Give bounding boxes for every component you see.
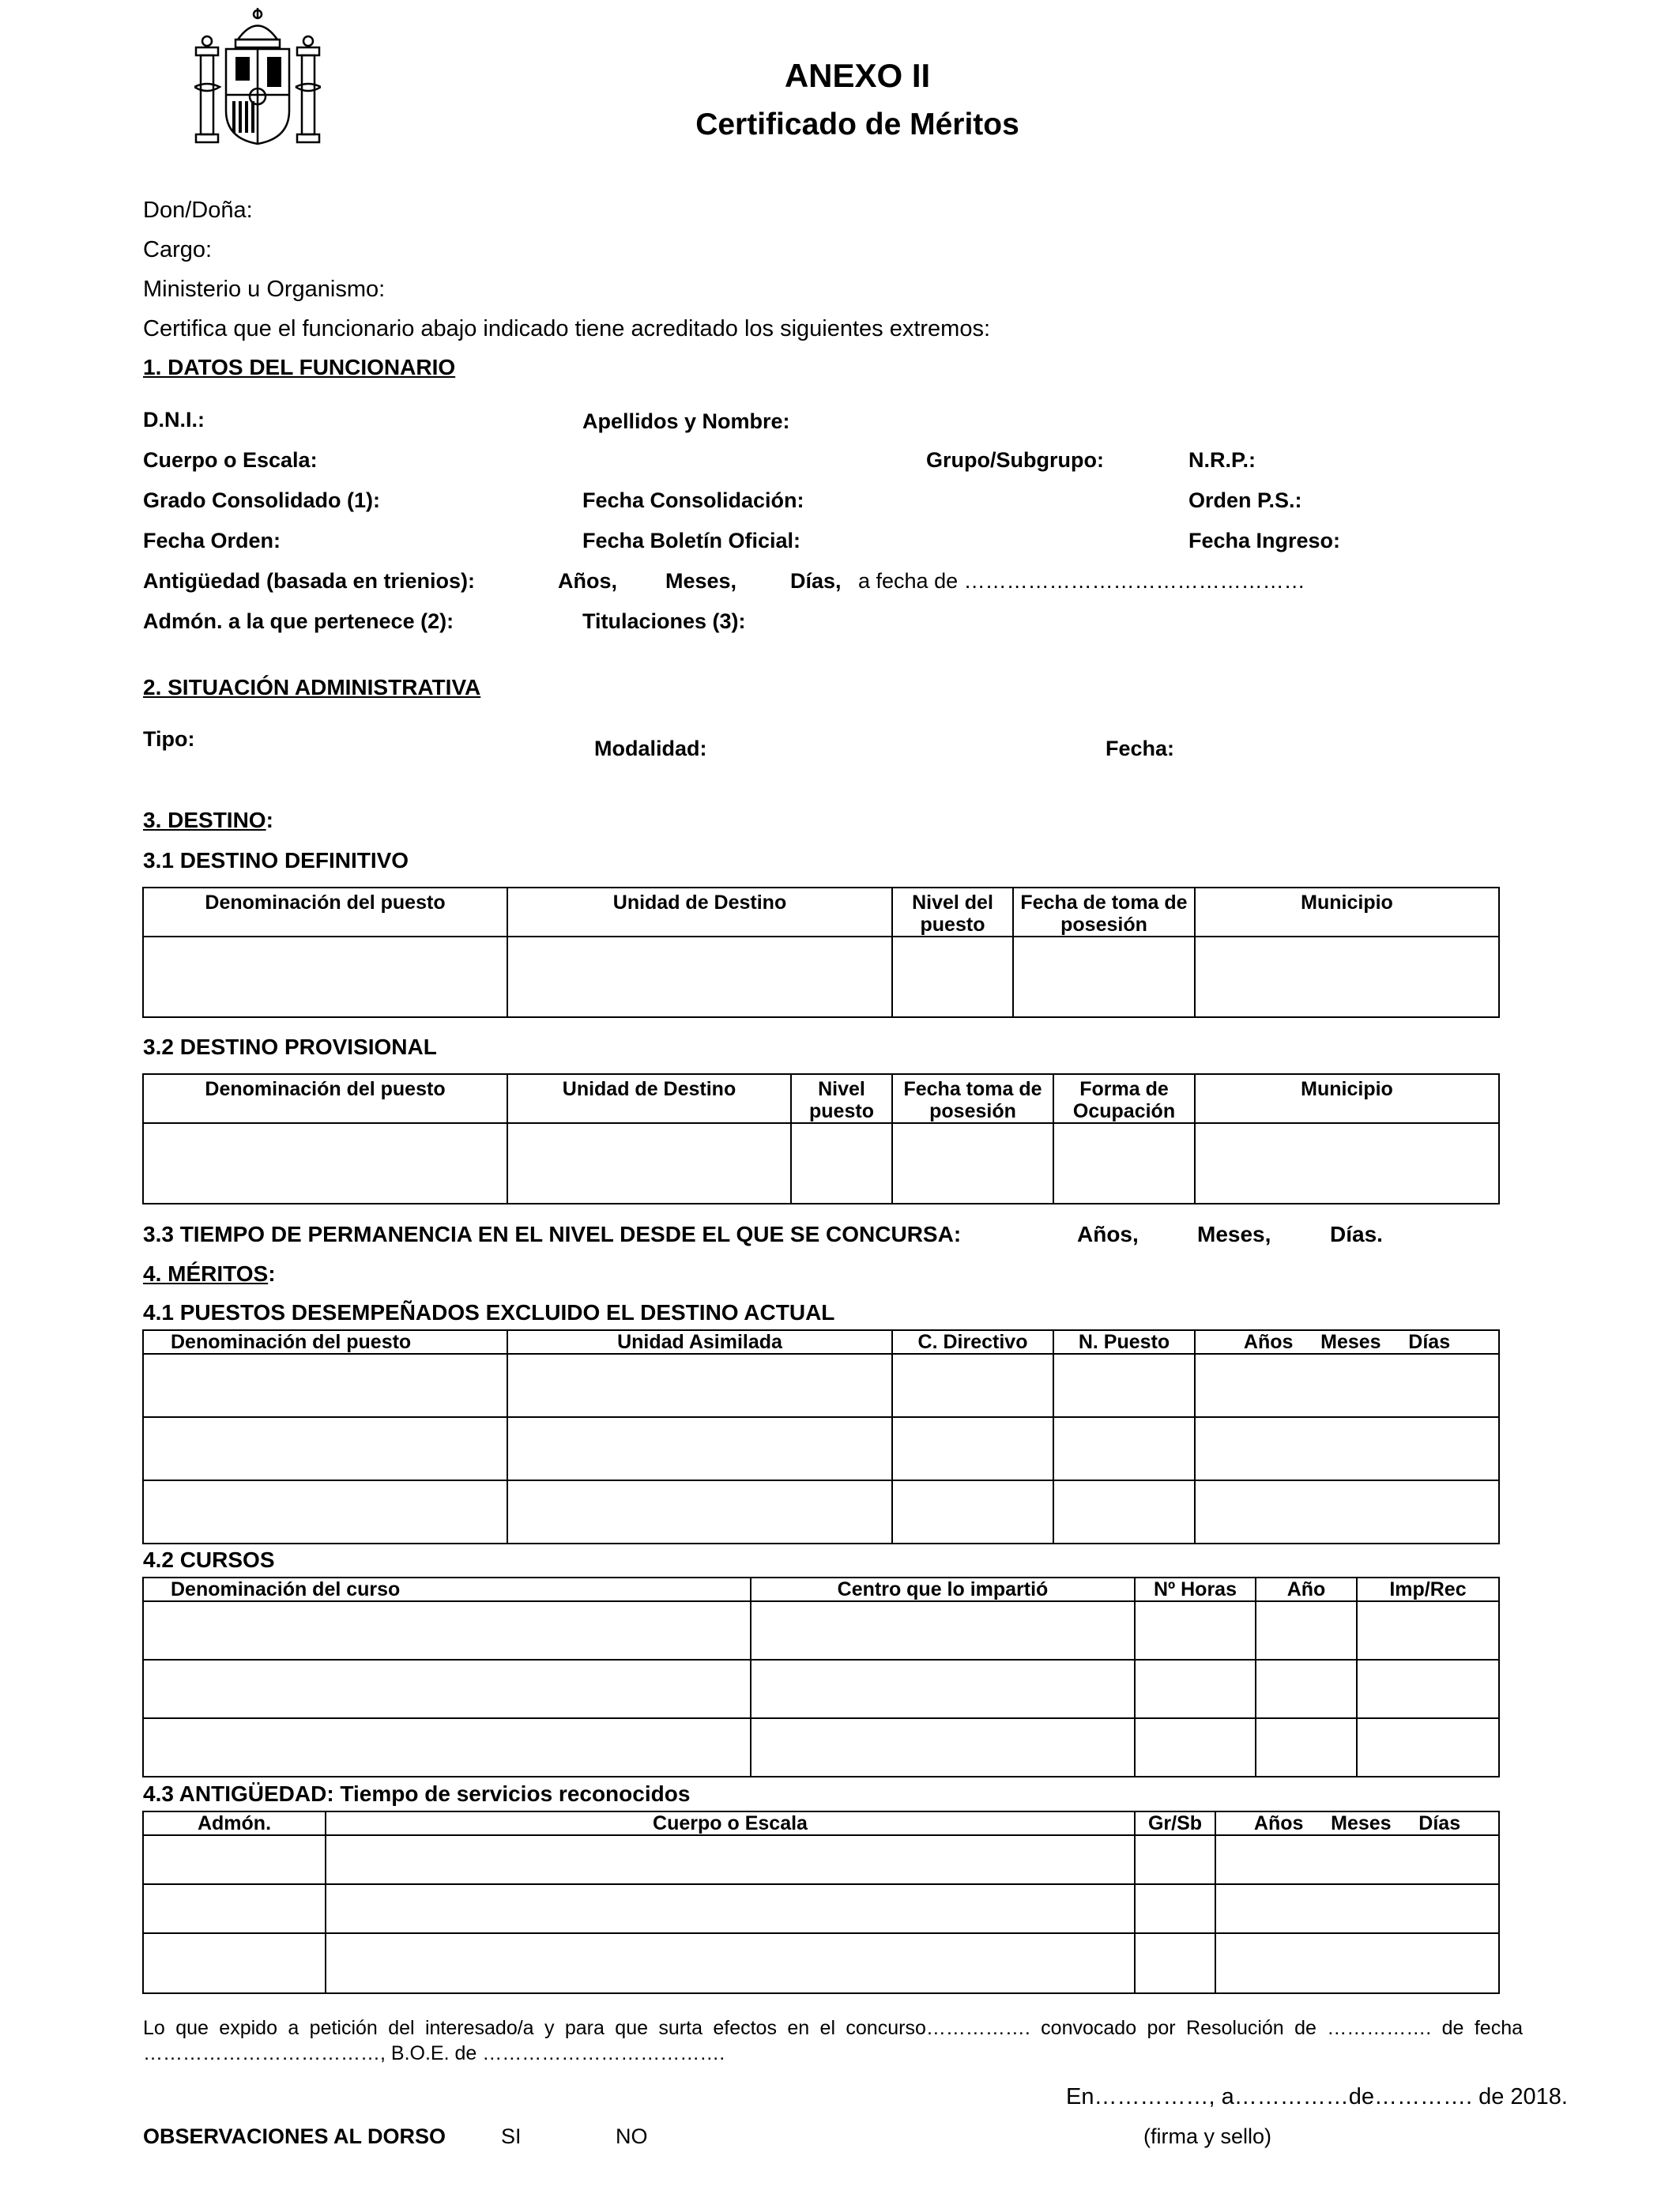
table-row [143,1123,1499,1204]
cell-field[interactable] [1013,937,1195,1017]
fecha-consolidacion-label: Fecha Consolidación: [582,488,804,512]
antiguedad-dias: Días, [790,569,842,593]
table-row [143,1480,1499,1544]
page-title: ANEXO II [784,57,931,94]
cell-field[interactable] [1053,1480,1195,1544]
destino-provisional-table [142,1073,1500,1204]
table-row [143,1417,1499,1480]
cell-field[interactable] [507,937,892,1017]
cell-field[interactable] [326,1884,1135,1933]
section-3-title [143,808,273,833]
cell-field[interactable] [143,1123,507,1204]
firma-sello-label: (firma y sello) [1143,2124,1272,2148]
expido-text-line-1: Lo que expido a petición del interesado/a y para que surta efectos en el concurso……………. convocado por Resolución de ……………. de fecha [143,2017,1523,2039]
cell-field[interactable] [1135,1884,1215,1933]
cell-field[interactable] [143,1884,326,1933]
cell-field[interactable] [1053,1417,1195,1480]
section-3-title-text: 3. DESTINO [143,808,266,832]
cell-field[interactable] [751,1718,1135,1777]
cell-field[interactable] [1195,937,1499,1017]
cell-field[interactable] [1256,1718,1357,1777]
col-fecha-toma: Fecha toma de posesión [892,1074,1053,1123]
col-denominacion-curso: Denominación del curso [143,1578,751,1601]
col-fecha-toma: Fecha de toma de posesión [1013,888,1195,937]
cell-field[interactable] [892,1123,1053,1204]
observaciones-si[interactable]: SI [501,2124,522,2148]
section-4-title-text: 4. MÉRITOS [143,1261,269,1286]
cell-field[interactable] [1357,1660,1499,1718]
col-nivel: Nivel del puesto [892,888,1013,937]
cell-field[interactable] [1135,1933,1215,1993]
puestos-table [142,1329,1500,1544]
tipo-label: Tipo: [143,727,195,751]
ministerio-label: Ministerio u Organismo: [143,277,386,302]
observaciones-label: OBSERVACIONES AL DORSO [143,2124,446,2148]
table-row [143,1884,1499,1933]
cell-field[interactable] [1256,1660,1357,1718]
antiguedad-meses: Meses, [665,569,737,593]
cell-field[interactable] [1195,1480,1499,1544]
col-ano: Año [1256,1578,1357,1601]
antiguedad-table [142,1811,1500,1994]
cell-field[interactable] [143,1718,751,1777]
cuerpo-label: Cuerpo o Escala: [143,448,318,472]
section-2-title: 2. SITUACIÓN ADMINISTRATIVA [143,675,481,699]
col-admon: Admón. [143,1811,326,1835]
col-municipio: Municipio [1195,1074,1499,1123]
section-3-colon: : [266,808,273,832]
cell-field[interactable] [1195,1417,1499,1480]
col-centro: Centro que lo impartió [751,1578,1135,1601]
cell-field[interactable] [1135,1718,1256,1777]
cell-field[interactable] [1357,1718,1499,1777]
table-row [143,1601,1499,1660]
cell-field[interactable] [892,1354,1053,1417]
section-4-colon: : [268,1261,276,1286]
col-denominacion: Denominación del puesto [143,1330,507,1354]
cell-field[interactable] [1135,1835,1215,1884]
cargo-label: Cargo: [143,237,213,262]
cell-field[interactable] [143,1480,507,1544]
apellidos-label: Apellidos y Nombre: [582,409,790,433]
table-row [143,1718,1499,1777]
fecha-boletin-label: Fecha Boletín Oficial: [582,529,801,552]
don-label: Don/Doña: [143,198,253,223]
table-42-title: 4.2 CURSOS [143,1547,275,1572]
col-unidad: Unidad de Destino [507,888,892,937]
nrp-label: N.R.P.: [1188,448,1256,472]
cell-field[interactable] [1215,1835,1499,1884]
cell-field[interactable] [326,1933,1135,1993]
table-row [143,1835,1499,1884]
cell-field[interactable] [326,1835,1135,1884]
cursos-table [142,1577,1500,1777]
col-forma-ocupacion: Forma de Ocupación [1053,1074,1195,1123]
antiguedad-anos: Años, [558,569,618,593]
fecha-label: Fecha: [1106,737,1175,760]
cell-field[interactable] [507,1417,892,1480]
col-municipio: Municipio [1195,888,1499,937]
col-c-directivo: C. Directivo [892,1330,1053,1354]
cell-field[interactable] [791,1123,892,1204]
modalidad-label: Modalidad: [594,737,707,760]
observaciones-no[interactable]: NO [616,2124,648,2148]
table-31-title: 3.1 DESTINO DEFINITIVO [143,848,409,873]
cell-field[interactable] [143,1354,507,1417]
antiguedad-fecha: a fecha de ………………………………………… [858,569,1305,593]
col-anos-meses-dias: Años Meses Días [1195,1330,1499,1354]
cell-field[interactable] [507,1354,892,1417]
certifica-text: Certifica que el funcionario abajo indicado tiene acreditado los siguientes extremos: [143,316,991,341]
permanencia-label: 3.3 TIEMPO DE PERMANENCIA EN EL NIVEL DESDE EL QUE SE CONCURSA: [143,1222,962,1246]
cell-field[interactable] [1215,1933,1499,1993]
page-subtitle: Certificado de Méritos [695,107,1019,141]
cell-field[interactable] [507,1123,791,1204]
permanencia-anos: Años, [1077,1222,1139,1246]
col-denominacion: Denominación del puesto [143,888,507,937]
admon-label: Admón. a la que pertenece (2): [143,609,454,633]
dni-label: D.N.I.: [143,408,205,432]
grado-label: Grado Consolidado (1): [143,488,380,512]
cell-field[interactable] [892,937,1013,1017]
col-anos-meses-dias: Años Meses Días [1215,1811,1499,1835]
expido-text-line-2: ………………………………, B.O.E. de ………………………………. [143,2042,725,2064]
destino-definitivo-table [142,887,1500,1018]
col-unidad: Unidad de Destino [507,1074,791,1123]
cell-field[interactable] [143,1601,751,1660]
fecha-ingreso-label: Fecha Ingreso: [1188,529,1341,552]
col-denominacion: Denominación del puesto [143,1074,507,1123]
orden-ps-label: Orden P.S.: [1188,488,1302,512]
cell-field[interactable] [143,1660,751,1718]
cell-field[interactable] [1135,1660,1256,1718]
titulaciones-label: Titulaciones (3): [582,609,746,633]
col-cuerpo-escala: Cuerpo o Escala [326,1811,1135,1835]
cell-field[interactable] [1053,1123,1195,1204]
cell-field[interactable] [1135,1601,1256,1660]
fecha-orden-label: Fecha Orden: [143,529,281,552]
antiguedad-label: Antigüedad (basada en trienios): [143,569,476,593]
section-1-title: 1. DATOS DEL FUNCIONARIO [143,355,456,379]
cell-field[interactable] [143,1835,326,1884]
col-horas: Nº Horas [1135,1578,1256,1601]
cell-field[interactable] [1195,1123,1499,1204]
cell-field[interactable] [892,1417,1053,1480]
table-row [143,1660,1499,1718]
cell-field[interactable] [1053,1354,1195,1417]
col-nivel: Nivel puesto [791,1074,892,1123]
col-gr-sb: Gr/Sb [1135,1811,1215,1835]
table-row [143,937,1499,1017]
table-43-title: 4.3 ANTIGÜEDAD: Tiempo de servicios reconocidos [143,1781,691,1806]
cell-field[interactable] [143,937,507,1017]
table-41-title: 4.1 PUESTOS DESEMPEÑADOS EXCLUIDO EL DESTINO ACTUAL [143,1300,835,1325]
permanencia-dias: Días. [1330,1222,1383,1246]
cell-field[interactable] [751,1660,1135,1718]
cell-field[interactable] [1215,1884,1499,1933]
cell-field[interactable] [751,1601,1135,1660]
cell-field[interactable] [507,1480,892,1544]
table-32-title: 3.2 DESTINO PROVISIONAL [143,1035,437,1059]
col-imp-rec: Imp/Rec [1357,1578,1499,1601]
cell-field[interactable] [143,1933,326,1993]
cell-field[interactable] [1357,1601,1499,1660]
table-row [143,1933,1499,1993]
col-unidad-asimilada: Unidad Asimilada [507,1330,892,1354]
section-4-title [143,1261,276,1287]
cell-field[interactable] [143,1417,507,1480]
cell-field[interactable] [1256,1601,1357,1660]
place-date-line: En……………, a……………de…………. de 2018. [1066,2084,1568,2109]
col-n-puesto: N. Puesto [1053,1330,1195,1354]
grupo-label: Grupo/Subgrupo: [926,448,1104,472]
table-row [143,1354,1499,1417]
cell-field[interactable] [892,1480,1053,1544]
permanencia-meses: Meses, [1197,1222,1271,1246]
cell-field[interactable] [1195,1354,1499,1417]
